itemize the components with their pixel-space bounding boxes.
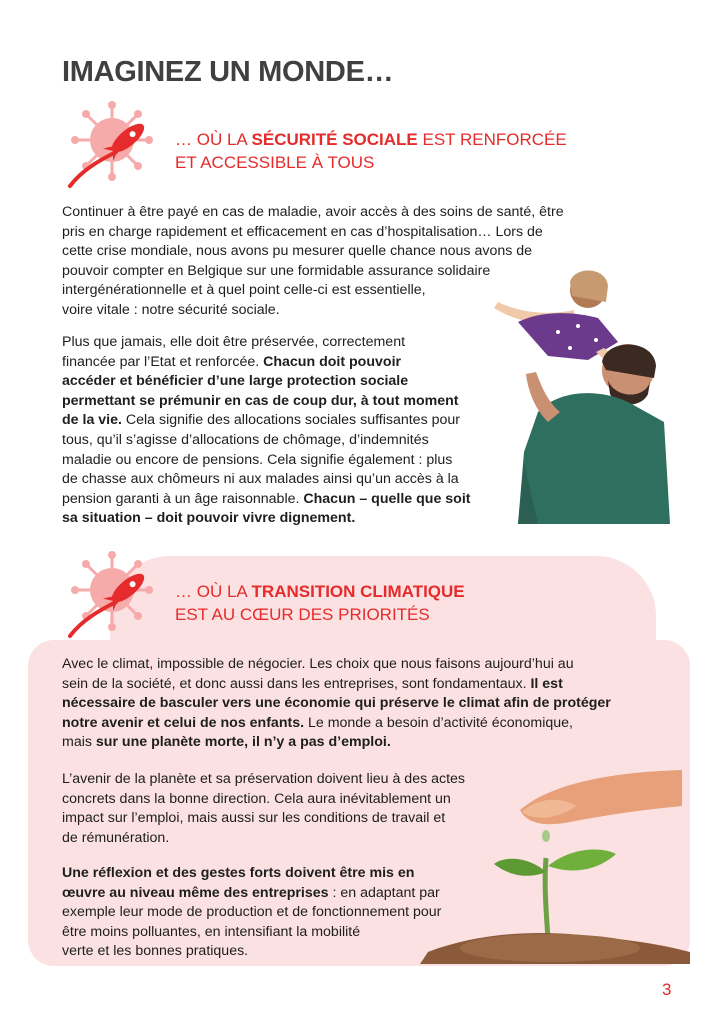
father-daughter-photo [478, 262, 674, 524]
page-title: IMAGINEZ UN MONDE… [62, 56, 394, 88]
section2-paragraph-1: Avec le climat, impossible de négocier. Les choix que nous faisons aujourd’hui au sein de la société, et donc aussi dans les entreprises, sont fondamentaux. Il est nécessaire de basculer vers une économie qui préserve le climat afin de protéger notre avenir et celui de nos enfants. Le monde a besoin d’activité économique, mais sur une planète morte, il n’y a pas d’emploi. [62, 656, 611, 751]
section2-paragraph-2: L’avenir de la planète et sa préservation doivent lieu à des actes concrets dans la bonne direction. Cela aura inévitablement un impact sur l’emploi, mais aussi sur les conditions de travail et de rémunération. [62, 771, 466, 846]
section2-heading: … OÙ LA TRANSITION CLIMATIQUE EST AU CŒUR DES PRIORITÉS [175, 582, 465, 624]
section1-paragraph-2: Plus que jamais, elle doit être préservée, correctement financée par l’Etat et renforcée. Chacun doit pouvoir accéder et bénéficier d’une large protection sociale permettant se prémunir en cas de coup dur, à tout moment de la vie. Cela signifie des allocations sociales suffisantes pour tous, qu’il s’agisse d’allocations de chômage, d’indemnités maladie ou encore de pensions. Cela signifie également : plus de chasse aux chômeurs ni aux malades ainsi qu’un accès à la pension garanti à un âge raisonnable. Chacun – quelle que soit sa situation – doit pouvoir vivre dignement. [62, 334, 471, 527]
section1-paragraph-1: Continuer à être payé en cas de maladie, avoir accès à des soins de santé, être pris en charge rapidement et efficacement en cas d’hospitalisation… Lors de cette crise mondiale, nous avons pu mesurer quelle chance nous avons de pouvoir compter en Belgique sur une formidable assurance solidaire intergénérationnelle et à quel point celle-ci est essentielle, voire vitale : notre sécurité sociale. [62, 204, 564, 318]
virus-rocket-icon [64, 100, 168, 192]
page-number: 3 [662, 980, 672, 999]
section1-heading: … OÙ LA SÉCURITÉ SOCIALE EST RENFORCÉE ET ACCESSIBLE À TOUS [175, 130, 567, 172]
section2-paragraph-3: Une réflexion et des gestes forts doivent être mis en œuvre au niveau même des entreprises : en adaptant par exemple leur mode de production et de fonctionnement pour être moins polluantes, en intensifiant la mobilité verte et les bonnes pratiques. [62, 865, 442, 960]
virus-rocket-icon [64, 550, 168, 642]
